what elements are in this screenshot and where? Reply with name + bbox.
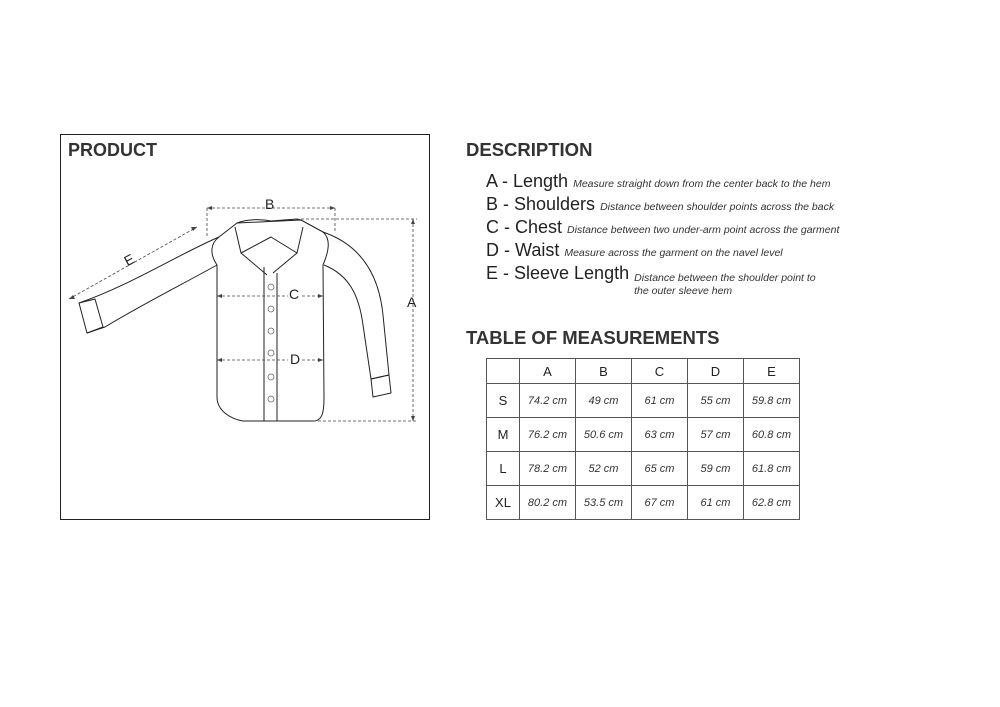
- description-text: [634, 272, 834, 298]
- table-header-cell: B: [576, 359, 632, 384]
- value-cell: 63 cm: [632, 418, 688, 452]
- description-key: B - Shoulders: [486, 194, 596, 214]
- shirt-button: [268, 374, 274, 380]
- value-cell: 80.2 cm: [520, 486, 576, 520]
- value-cell: 59 cm: [688, 452, 744, 486]
- value-cell: 60.8 cm: [744, 418, 800, 452]
- description-key: A - Length: [486, 171, 569, 191]
- value-cell: 53.5 cm: [576, 486, 632, 520]
- table-header-cell: C: [632, 359, 688, 384]
- shirt-button: [268, 396, 274, 402]
- shirt-right-sleeve: [323, 232, 389, 379]
- description-item-waist: [486, 240, 926, 263]
- dimension-label-b: B: [265, 196, 275, 212]
- value-cell: 61.8 cm: [744, 452, 800, 486]
- table-row: [487, 418, 800, 452]
- description-item-chest: [486, 217, 926, 240]
- value-cell: 52 cm: [576, 452, 632, 486]
- table-header-cell: E: [744, 359, 800, 384]
- description-text-line: Distance between the shoulder point to: [634, 272, 816, 284]
- shirt-collar: [235, 219, 303, 253]
- value-cell: 57 cm: [688, 418, 744, 452]
- table-row: [487, 486, 800, 520]
- dimension-label-d: D: [290, 351, 301, 367]
- dimension-label-a: A: [407, 294, 417, 310]
- table-header-cell: D: [688, 359, 744, 384]
- description-key: E - Sleeve Length: [486, 263, 630, 283]
- table-row: [487, 384, 800, 418]
- description-item-sleeve-length: [486, 263, 926, 296]
- description-text: Measure straight down from the center back to the hem: [573, 178, 831, 190]
- value-cell: 78.2 cm: [520, 452, 576, 486]
- table-header-row: [487, 359, 800, 384]
- description-text: Distance between shoulder points across the back: [600, 201, 835, 213]
- dimension-label-c: C: [289, 286, 300, 302]
- size-cell: M: [487, 418, 520, 452]
- value-cell: 62.8 cm: [744, 486, 800, 520]
- value-cell: 61 cm: [688, 486, 744, 520]
- value-cell: 55 cm: [688, 384, 744, 418]
- shirt-diagram: [61, 135, 431, 521]
- description-item-length: [486, 171, 926, 194]
- description-text: Measure across the garment on the navel level: [564, 247, 783, 259]
- value-cell: 61 cm: [632, 384, 688, 418]
- shirt-left-sleeve: [79, 237, 219, 333]
- dimension-label-e: E: [121, 250, 138, 270]
- measurements-title: TABLE OF MEASUREMENTS: [466, 327, 720, 348]
- product-title: PRODUCT: [68, 140, 157, 160]
- value-cell: 67 cm: [632, 486, 688, 520]
- table-header-cell: [487, 359, 520, 384]
- description-list: [486, 171, 926, 296]
- value-cell: 65 cm: [632, 452, 688, 486]
- value-cell: 50.6 cm: [576, 418, 632, 452]
- description-title: DESCRIPTION: [466, 139, 593, 160]
- shirt-button: [268, 328, 274, 334]
- shirt-button: [268, 284, 274, 290]
- value-cell: 49 cm: [576, 384, 632, 418]
- shirt-button: [268, 350, 274, 356]
- table-row: [487, 452, 800, 486]
- description-text: Distance between two under-arm point across the garment: [567, 224, 840, 236]
- description-key: D - Waist: [486, 240, 560, 260]
- value-cell: 74.2 cm: [520, 384, 576, 418]
- product-panel: [60, 134, 430, 520]
- description-text-line: the outer sleeve hem: [634, 285, 733, 297]
- shirt-body-outline: [212, 220, 328, 421]
- shirt-button: [268, 306, 274, 312]
- table-header-cell: A: [520, 359, 576, 384]
- value-cell: 59.8 cm: [744, 384, 800, 418]
- description-item-shoulders: [486, 194, 926, 217]
- measurements-table: [486, 358, 800, 520]
- size-cell: L: [487, 452, 520, 486]
- value-cell: 76.2 cm: [520, 418, 576, 452]
- description-key: C - Chest: [486, 217, 563, 237]
- size-cell: XL: [487, 486, 520, 520]
- size-cell: S: [487, 384, 520, 418]
